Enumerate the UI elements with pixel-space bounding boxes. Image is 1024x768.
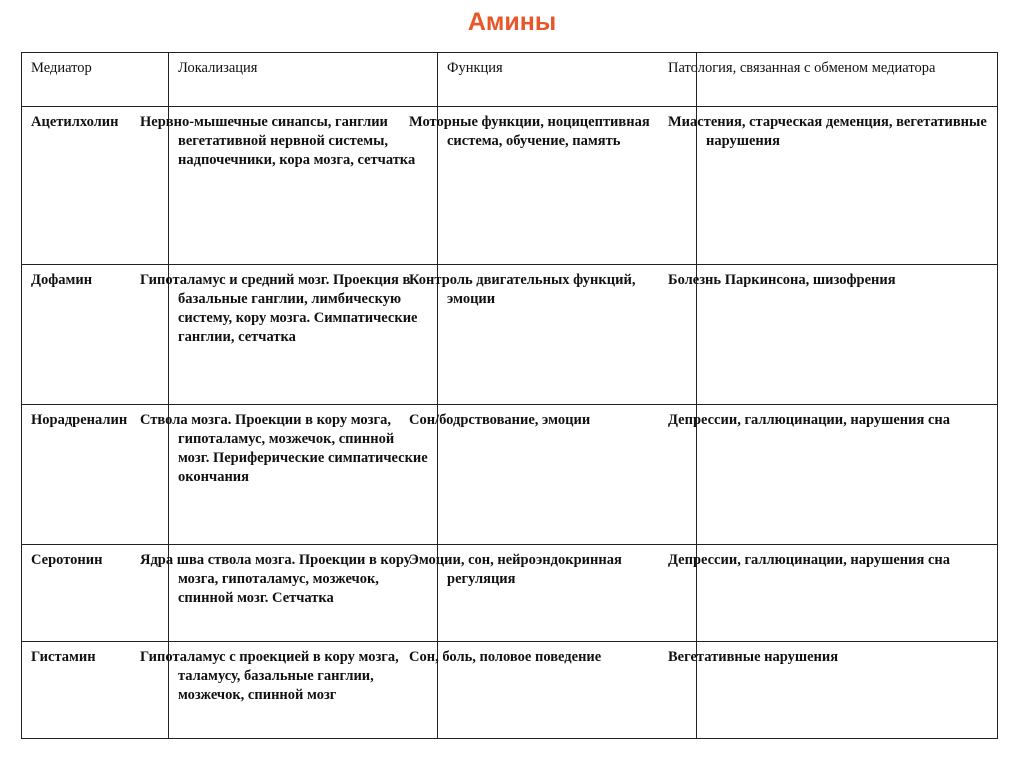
function-cell: Сон, боль, половое поведение [438,642,697,739]
pathology-cell: Миастения, старческая деменция, вегетативные нарушения [697,107,998,265]
mediator-cell: Гистамин [22,642,169,739]
localization-cell: Гипоталамус и средний мозг. Проекция в базальные ганглии, лимбическую систему, кору мозга. Симпатические ганглии, сетчатка [169,265,438,405]
function-cell: Эмоции, сон, нейроэндокринная регуляция [438,545,697,642]
localization-cell: Гипоталамус с проекцией в кору мозга, таламусу, базальные ганглии, мозжечок, спинной мозг [169,642,438,739]
localization-cell: Ядра шва ствола мозга. Проекции в кору мозга, гипоталамус, мозжечок, спинной мозг. Сетчатка [169,545,438,642]
pathology-cell: Вегетативные нарушения [697,642,998,739]
pathology-cell: Депрессии, галлюцинации, нарушения сна [697,405,998,545]
function-cell: Контроль двигательных функций, эмоции [438,265,697,405]
table-row [22,107,998,265]
header-pathology: Патология, связанная с обменом медиатора [697,53,998,107]
function-cell: Моторные функции, ноцицептивная система, обучение, память [438,107,697,265]
table-row [22,405,998,545]
mediator-cell: Ацетилхолин [22,107,169,265]
pathology-cell: Болезнь Паркинсона, шизофрения [697,265,998,405]
mediator-cell: Дофамин [22,265,169,405]
table-row [22,642,998,739]
localization-cell: Нервно-мышечные синапсы, ганглии вегетативной нервной системы, надпочечники, кора мозга, сетчатка [169,107,438,265]
pathology-cell: Депрессии, галлюцинации, нарушения сна [697,545,998,642]
function-cell: Сон/бодрствование, эмоции [438,405,697,545]
page-title: Амины [467,8,557,36]
header-function: Функция [438,53,697,107]
table-row [22,265,998,405]
table-row [22,545,998,642]
amines-table [21,52,998,739]
header-mediator: Медиатор [22,53,169,107]
header-localization: Локализация [169,53,438,107]
table-header-row [22,53,998,107]
mediator-cell: Норадреналин [22,405,169,545]
mediator-cell: Серотонин [22,545,169,642]
localization-cell: Ствола мозга. Проекции в кору мозга, гипоталамус, мозжечок, спинной мозг. Периферические симпатические окончания [169,405,438,545]
